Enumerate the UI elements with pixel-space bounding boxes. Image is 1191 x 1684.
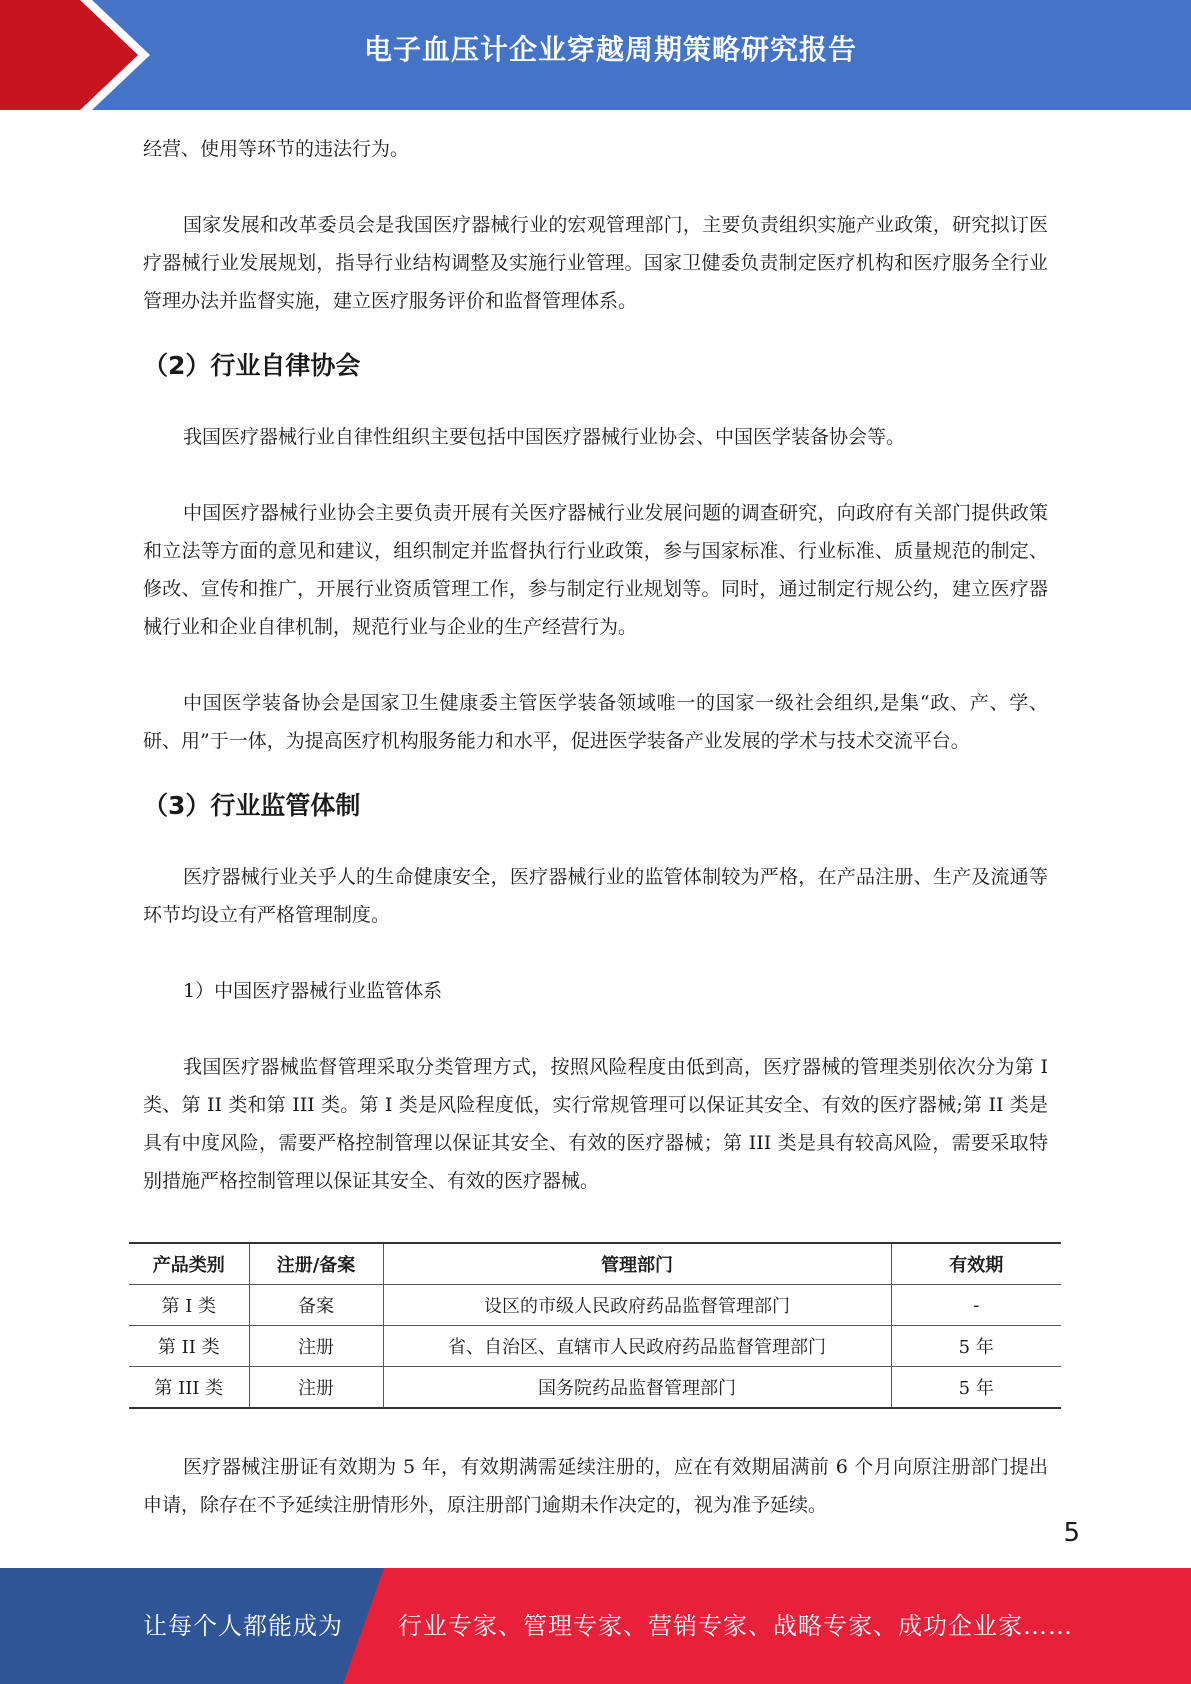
page-footer bbox=[0, 1568, 1191, 1684]
section-heading: （2）行业自律协会 bbox=[143, 351, 361, 380]
table-cell: 5 年 bbox=[891, 1367, 1061, 1409]
paragraph: 国家发展和改革委员会是我国医疗器械行业的宏观管理部门，主要负责组织实施产业政策，研究拟订医疗器械行业发展规划，指导行业结构调整及实施行业管理。国家卫健委负责制定医疗机构和医疗服务全行业管理办法并监督实施，建立医疗服务评价和监督管理体系。 bbox=[143, 214, 1048, 312]
table-cell: 备案 bbox=[249, 1285, 383, 1326]
table-cell: 第 I 类 bbox=[129, 1285, 249, 1326]
table-cell: - bbox=[891, 1285, 1061, 1326]
table-header-row bbox=[129, 1243, 1061, 1285]
table-cell: 注册 bbox=[249, 1326, 383, 1367]
column-header: 注册/备案 bbox=[249, 1243, 383, 1285]
table-row bbox=[129, 1367, 1061, 1409]
section-heading: （3）行业监管体制 bbox=[143, 791, 361, 820]
table-row bbox=[129, 1326, 1061, 1367]
table-cell: 5 年 bbox=[891, 1326, 1061, 1367]
table-cell: 注册 bbox=[249, 1367, 383, 1409]
device-classification-table bbox=[129, 1242, 1061, 1409]
paragraph: 我国医疗器械监督管理采取分类管理方式，按照风险程度由低到高，医疗器械的管理类别依次分为第 I 类、第 II 类和第 III 类。第 I 类是风险程度低，实行常规管理可以保证其安全、有效的医疗器械;第 II 类是具有中度风险，需要严格控制管理以保证其安全、有效的医疗器械；第 III 类是具有较高风险，需要采取特别措施严格控制管理以保证其安全、有效的医疗器械。 bbox=[143, 1056, 1048, 1192]
footer-slogan-right: 行业专家、管理专家、营销专家、战略专家、成功企业家…… bbox=[398, 1612, 1073, 1640]
paragraph: 经营、使用等环节的违法行为。 bbox=[143, 138, 410, 160]
document-body bbox=[143, 130, 1048, 1200]
table-cell: 省、自治区、直辖市人民政府药品监督管理部门 bbox=[383, 1326, 891, 1367]
subsection-label: 1）中国医疗器械行业监管体系 bbox=[183, 980, 443, 1002]
column-header: 管理部门 bbox=[383, 1243, 891, 1285]
report-title: 电子血压计企业穿越周期策略研究报告 bbox=[363, 33, 857, 66]
paragraph: 医疗器械注册证有效期为 5 年，有效期满需延续注册的，应在有效期届满前 6 个月向原注册部门提出申请，除存在不予延续注册情形外，原注册部门逾期未作决定的，视为准予延续。 bbox=[143, 1456, 1048, 1516]
column-header: 有效期 bbox=[891, 1243, 1061, 1285]
paragraph: 中国医疗器械行业协会主要负责开展有关医疗器械行业发展问题的调查研究，向政府有关部门提供政策和立法等方面的意见和建议，组织制定并监督执行行业政策，参与国家标准、行业标准、质量规范的制定、修改、宣传和推广，开展行业资质管理工作，参与制定行业规划等。同时，通过制定行规公约，建立医疗器械行业和企业自律机制，规范行业与企业的生产经营行为。 bbox=[143, 502, 1048, 638]
table-cell: 国务院药品监督管理部门 bbox=[383, 1367, 891, 1409]
column-header: 产品类别 bbox=[129, 1243, 249, 1285]
table-cell: 设区的市级人民政府药品监督管理部门 bbox=[383, 1285, 891, 1326]
paragraph: 中国医学装备协会是国家卫生健康委主管医学装备领域唯一的国家一级社会组织,是集“政、产、学、研、用”于一体，为提高医疗机构服务能力和水平，促进医学装备产业发展的学术与技术交流平台。 bbox=[143, 692, 1048, 752]
table-cell: 第 II 类 bbox=[129, 1326, 249, 1367]
table-row bbox=[129, 1285, 1061, 1326]
page-header bbox=[0, 0, 1191, 110]
table-cell: 第 III 类 bbox=[129, 1367, 249, 1409]
paragraph: 我国医疗器械行业自律性组织主要包括中国医疗器械行业协会、中国医学装备协会等。 bbox=[183, 426, 906, 448]
paragraph: 医疗器械行业关乎人的生命健康安全，医疗器械行业的监管体制较为严格，在产品注册、生产及流通等环节均设立有严格管理制度。 bbox=[143, 866, 1048, 926]
footer-slogan-left: 让每个人都能成为 bbox=[143, 1612, 343, 1640]
page-number: 5 bbox=[1063, 1518, 1080, 1548]
